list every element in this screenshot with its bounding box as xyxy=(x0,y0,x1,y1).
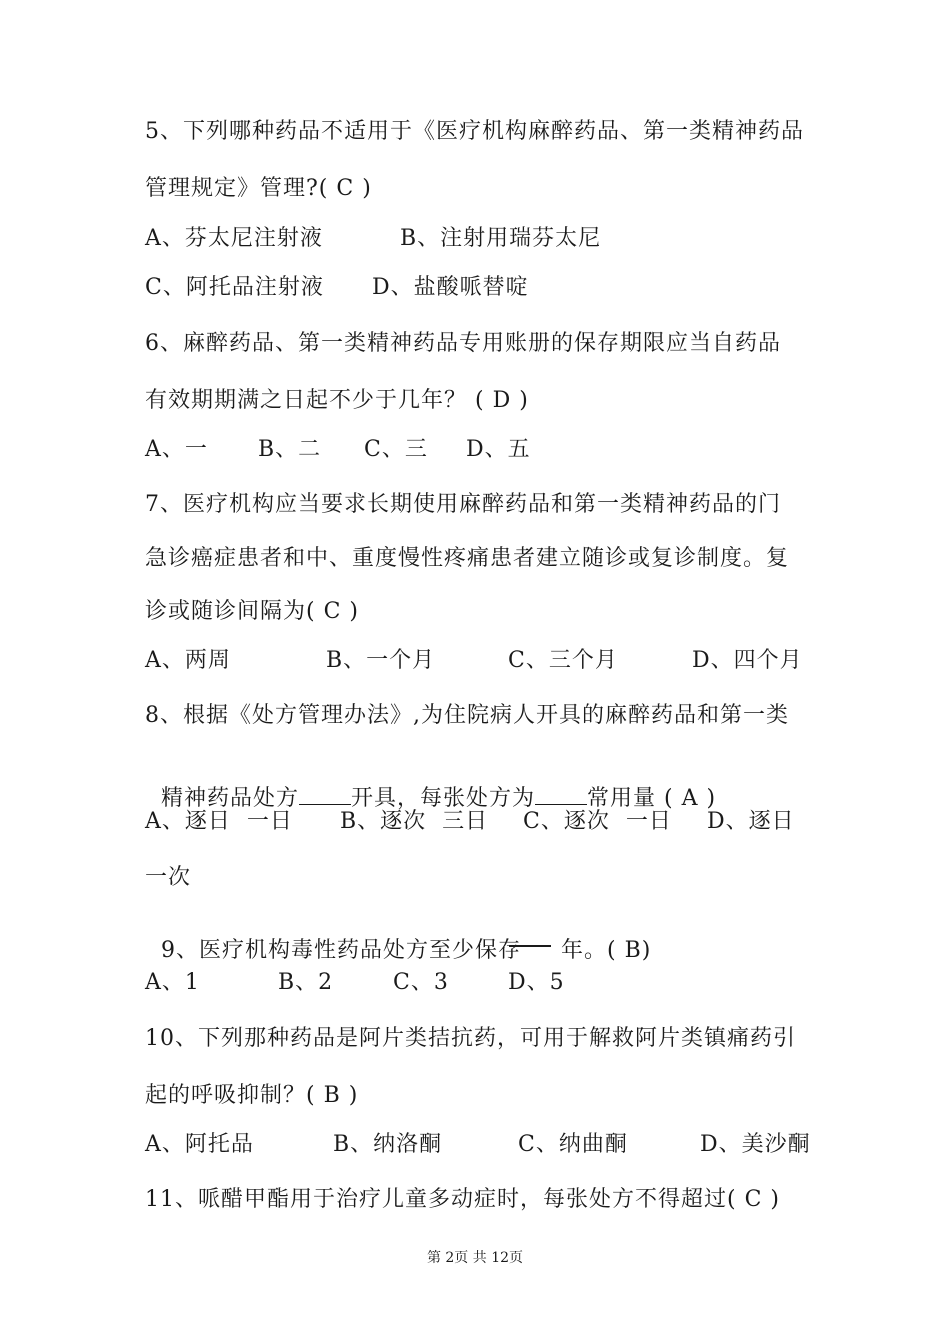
question-5-line-2: 管理规定》管理?( C ) xyxy=(145,176,372,201)
question-8-line-2-part-3: 常用量 ( A ) xyxy=(587,786,717,811)
question-6-option-c: C、三 xyxy=(364,437,428,462)
question-5-option-a: A、芬太尼注射液 xyxy=(145,226,323,251)
question-6-line-1: 6、麻醉药品、第一类精神药品专用账册的保存期限应当自药品 xyxy=(145,331,781,356)
question-5-option-c: C、阿托品注射液 xyxy=(145,275,324,300)
question-9-option-b: B、2 xyxy=(278,970,334,995)
question-9-part-1: 9、医疗机构毒性药品处方至少保存 xyxy=(161,938,521,963)
answer-blank-underline xyxy=(509,945,551,947)
question-7-option-d: D、四个月 xyxy=(692,648,803,673)
question-9-option-a: A、1 xyxy=(145,970,200,995)
question-9-option-c: C、3 xyxy=(393,970,449,995)
question-7-line-2: 急诊癌症患者和中、重度慢性疼痛患者建立随诊或复诊制度。复 xyxy=(145,546,790,571)
question-6-line-2: 有效期期满之日起不少于几年？ ( D ) xyxy=(145,388,529,413)
page-footer: 第 2页 共 12页 xyxy=(426,1250,524,1266)
question-10-option-b: B、纳洛酮 xyxy=(333,1132,443,1157)
question-8-option-b: B、逐次 三日 xyxy=(340,809,489,834)
question-10-option-a: A、阿托品 xyxy=(145,1132,254,1157)
question-7-option-c: C、三个月 xyxy=(508,648,618,673)
question-5-line-1: 5、下列哪种药品不适用于《医疗机构麻醉药品、第一类精神药品 xyxy=(145,119,804,144)
question-7-option-a: A、两周 xyxy=(145,648,231,673)
question-6-option-d: D、五 xyxy=(466,437,531,462)
question-11-line-1: 11、哌醋甲酯用于治疗儿童多动症时，每张处方不得超过( C ) xyxy=(145,1187,780,1212)
question-10-option-c: C、纳曲酮 xyxy=(518,1132,628,1157)
question-8-option-d: D、逐日 xyxy=(707,809,795,834)
question-9-part-2: 年。( B) xyxy=(561,938,652,963)
question-9-line-1 xyxy=(145,908,651,964)
question-10-option-d: D、美沙酮 xyxy=(700,1132,811,1157)
answer-blank xyxy=(299,784,351,805)
question-8-line-2-part-2: 开具，每张处方为 xyxy=(351,786,536,811)
question-10-line-1: 10、下列那种药品是阿片类拮抗药，可用于解救阿片类镇痛药引 xyxy=(145,1026,796,1051)
question-7-line-1: 7、医疗机构应当要求长期使用麻醉药品和第一类精神药品的门 xyxy=(145,492,781,517)
question-8-option-d-overflow: 一次 xyxy=(145,865,192,890)
question-7-option-b: B、一个月 xyxy=(326,648,436,673)
question-8-line-1: 8、根据《处方管理办法》,为住院病人开具的麻醉药品和第一类 xyxy=(145,703,789,728)
answer-blank xyxy=(535,784,587,805)
question-10-line-2: 起的呼吸抑制？( B ) xyxy=(145,1083,359,1108)
question-9-option-d: D、5 xyxy=(508,970,565,995)
question-5-option-b: B、注射用瑞芬太尼 xyxy=(400,226,602,251)
question-8-line-2-part-1: 精神药品处方 xyxy=(161,786,300,811)
question-6-option-b: B、二 xyxy=(258,437,322,462)
question-6-option-a: A、一 xyxy=(145,437,208,462)
question-7-line-3: 诊或随诊间隔为( C ) xyxy=(145,599,359,624)
question-5-option-d: D、盐酸哌替啶 xyxy=(372,275,529,300)
question-8-option-c: C、逐次 一日 xyxy=(523,809,672,834)
question-8-option-a: A、逐日 一日 xyxy=(145,809,293,834)
